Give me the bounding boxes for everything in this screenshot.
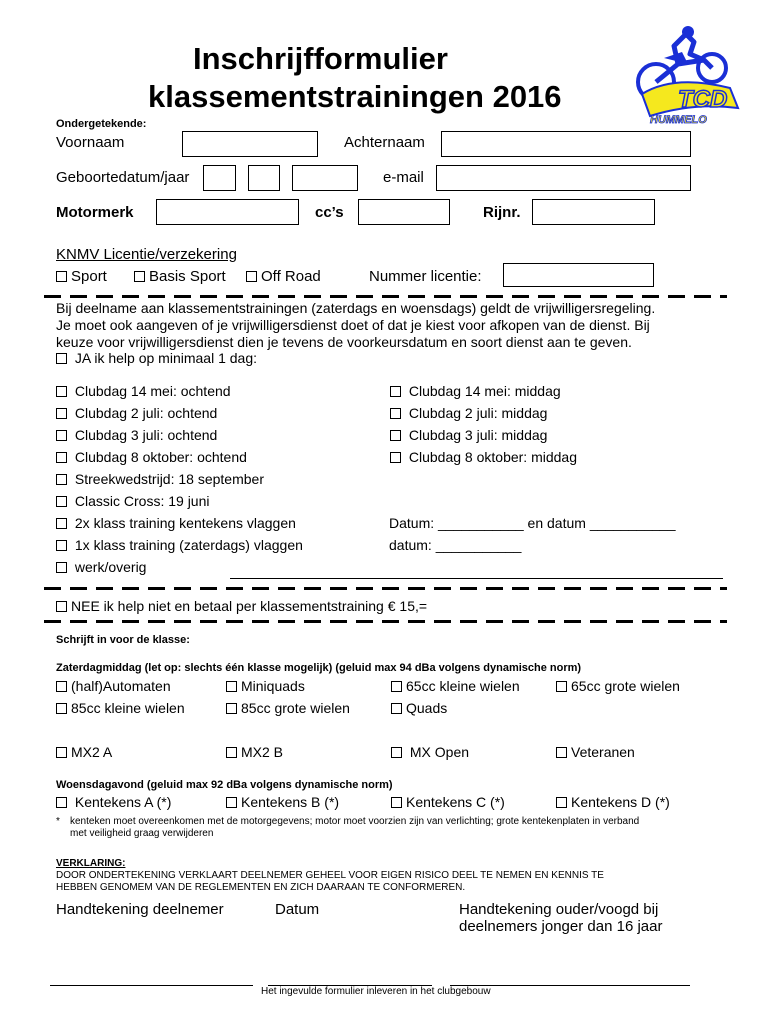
footnote-mark: *	[56, 816, 60, 827]
checkbox[interactable]	[56, 430, 67, 441]
first-name-field[interactable]	[182, 131, 318, 157]
checkbox[interactable]	[391, 703, 402, 714]
checkbox[interactable]	[56, 797, 67, 808]
checkbox[interactable]	[56, 681, 67, 692]
cc-field[interactable]	[358, 199, 450, 225]
first-name-label: Voornaam	[56, 134, 125, 151]
license-option-sport[interactable]: Sport	[56, 268, 107, 285]
class-option[interactable]: Quads	[391, 700, 447, 716]
last-name-field[interactable]	[441, 131, 691, 157]
declaration-heading: VERKLARING:	[56, 858, 126, 869]
license-heading: KNMV Licentie/verzekering	[56, 246, 237, 263]
checkbox[interactable]	[390, 430, 401, 441]
date-line-1: Datum: ___________ en datum ___________	[389, 515, 676, 531]
logo-text: TCD	[678, 86, 728, 113]
date-field-2[interactable]: ___________	[589, 515, 676, 531]
checkbox[interactable]	[56, 452, 67, 463]
club-logo	[634, 24, 746, 132]
date-field-3[interactable]: ___________	[435, 537, 522, 553]
volunteer-paragraph-line-1: Bij deelname aan klassementstrainingen (zaterdags en woensdags) geldt de vrijwilligersregeling.	[56, 300, 656, 316]
checkbox[interactable]	[391, 747, 402, 758]
checkbox[interactable]	[56, 518, 67, 529]
checkbox[interactable]	[390, 408, 401, 419]
checkbox[interactable]	[56, 747, 67, 758]
class-option[interactable]: 85cc kleine wielen	[56, 700, 185, 716]
email-label: e-mail	[383, 169, 424, 186]
class-option[interactable]: (half)Automaten	[56, 678, 171, 694]
left-option-8[interactable]: 1x klass training (zaterdags) vlaggen	[56, 537, 303, 553]
declaration-line-1: DOOR ONDERTEKENING VERKLAART DEELNEMER GEHEEL VOOR EIGEN RISICO DEEL TE NEMEN EN KENNIS TE	[56, 870, 604, 881]
right-option-1[interactable]: Clubdag 14 mei: middag	[390, 383, 561, 399]
checkbox[interactable]	[556, 747, 567, 758]
right-option-3[interactable]: Clubdag 3 juli: middag	[390, 427, 547, 443]
license-option-basis-sport[interactable]: Basis Sport	[134, 268, 226, 285]
birth-month-field[interactable]	[248, 165, 280, 191]
other-work-line[interactable]	[230, 578, 723, 579]
footer-note: Het ingevulde formulier inleveren in het clubgebouw	[261, 986, 491, 997]
left-option-6[interactable]: Classic Cross: 19 juni	[56, 493, 210, 509]
birth-day-field[interactable]	[203, 165, 236, 191]
checkbox[interactable]	[391, 681, 402, 692]
volunteer-yes-option[interactable]: JA ik help op minimaal 1 dag:	[56, 350, 257, 366]
title-line-2: klassementstrainingen 2016	[148, 79, 562, 114]
divider	[44, 587, 727, 590]
footnote-line-1: kenteken moet overeenkomen met de motorgegevens; motor moet voorzien zijn van verlichting; grote kentekenplaten in verband	[70, 816, 640, 827]
left-option-9[interactable]: werk/overig	[56, 559, 146, 575]
right-option-4[interactable]: Clubdag 8 oktober: middag	[390, 449, 577, 465]
cc-label: cc’s	[315, 204, 344, 221]
volunteer-paragraph-line-2: Je moet ook aangeven of je vrijwilligersdienst doet of dat je kiest voor afkopen van de dienst. Bij	[56, 317, 650, 333]
wednesday-heading: Woensdagavond (geluid max 92 dBa volgens dynamische norm)	[56, 779, 393, 791]
checkbox[interactable]	[56, 540, 67, 551]
checkbox[interactable]	[56, 353, 67, 364]
checkbox[interactable]	[226, 797, 237, 808]
class-option[interactable]: MX2 A	[56, 744, 112, 760]
class-option[interactable]: 85cc grote wielen	[226, 700, 350, 716]
participant-signature-line[interactable]	[50, 985, 253, 986]
brand-label: Motormerk	[56, 204, 134, 221]
checkbox[interactable]	[390, 452, 401, 463]
license-option-off-road[interactable]: Off Road	[246, 268, 321, 285]
saturday-heading: Zaterdagmiddag (let op: slechts één klasse mogelijk) (geluid max 94 dBa volgens dynamische norm)	[56, 662, 582, 674]
checkbox[interactable]	[226, 747, 237, 758]
last-name-label: Achternaam	[344, 134, 425, 151]
class-option[interactable]: MX2 B	[226, 744, 283, 760]
checkbox[interactable]	[56, 601, 67, 612]
rider-number-label: Rijnr.	[483, 204, 521, 221]
license-number-label: Nummer licentie:	[369, 268, 482, 285]
email-field[interactable]	[436, 165, 691, 191]
checkbox[interactable]	[390, 386, 401, 397]
checkbox[interactable]	[56, 703, 67, 714]
class-option[interactable]: Kentekens D (*)	[556, 794, 670, 810]
class-option[interactable]: MX Open	[391, 744, 469, 760]
class-option[interactable]: Kentekens C (*)	[391, 794, 505, 810]
participant-signature-label: Handtekening deelnemer	[56, 901, 224, 918]
left-option-4[interactable]: Clubdag 8 oktober: ochtend	[56, 449, 247, 465]
checkbox[interactable]	[56, 386, 67, 397]
left-option-5[interactable]: Streekwedstrijd: 18 september	[56, 471, 264, 487]
class-option[interactable]: Miniquads	[226, 678, 305, 694]
class-option[interactable]: 65cc grote wielen	[556, 678, 680, 694]
title-line-1: Inschrijfformulier	[193, 41, 448, 76]
right-option-2[interactable]: Clubdag 2 juli: middag	[390, 405, 547, 421]
guardian-signature-label-1: Handtekening ouder/voogd bij	[459, 901, 659, 918]
license-number-field[interactable]	[503, 263, 654, 287]
checkbox[interactable]	[56, 474, 67, 485]
brand-field[interactable]	[156, 199, 299, 225]
class-option[interactable]: 65cc kleine wielen	[391, 678, 520, 694]
checkbox[interactable]	[556, 681, 567, 692]
volunteer-no-option[interactable]: NEE ik help niet en betaal per klassementstraining € 15,=	[56, 598, 427, 614]
date-line-2: datum: ___________	[389, 537, 522, 553]
left-option-2[interactable]: Clubdag 2 juli: ochtend	[56, 405, 217, 421]
left-option-1[interactable]: Clubdag 14 mei: ochtend	[56, 383, 231, 399]
class-option[interactable]: Kentekens B (*)	[226, 794, 339, 810]
checkbox[interactable]	[56, 408, 67, 419]
birthdate-label: Geboortedatum/jaar	[56, 169, 190, 186]
logo-subtext: HUMMELO	[650, 114, 707, 126]
divider	[44, 295, 727, 298]
date-label: Datum	[275, 901, 320, 918]
checkbox[interactable]	[56, 562, 67, 573]
checkbox[interactable]	[246, 271, 257, 282]
checkbox[interactable]	[226, 681, 237, 692]
checkbox[interactable]	[556, 797, 567, 808]
volunteer-paragraph-line-3: keuze voor vrijwilligersdienst dien je tevens de voorkeursdatum en soort dienst aan te geven.	[56, 334, 632, 350]
left-option-3[interactable]: Clubdag 3 juli: ochtend	[56, 427, 217, 443]
divider	[44, 620, 727, 623]
class-option[interactable]: Kentekens A (*)	[56, 794, 171, 810]
checkbox[interactable]	[56, 496, 67, 507]
birth-year-field[interactable]	[292, 165, 358, 191]
classes-heading: Schrijft in voor de klasse:	[56, 634, 190, 646]
checkbox[interactable]	[56, 271, 67, 282]
declaration-line-2: HEBBEN GENOMEM VAN DE REGLEMENTEN EN ZICH DAARAAN TE CONFORMEREN.	[56, 882, 466, 893]
date-field-1[interactable]: ___________	[438, 515, 524, 531]
checkbox[interactable]	[391, 797, 402, 808]
footnote-line-2: met veiligheid graag verwijderen	[70, 828, 214, 839]
rider-number-field[interactable]	[532, 199, 655, 225]
checkbox[interactable]	[226, 703, 237, 714]
class-option[interactable]: Veteranen	[556, 744, 635, 760]
guardian-signature-label-2: deelnemers jonger dan 16 jaar	[459, 918, 663, 935]
left-option-7[interactable]: 2x klass training kentekens vlaggen	[56, 515, 296, 531]
checkbox[interactable]	[134, 271, 145, 282]
undersigned-label: Ondergetekende:	[56, 118, 147, 130]
